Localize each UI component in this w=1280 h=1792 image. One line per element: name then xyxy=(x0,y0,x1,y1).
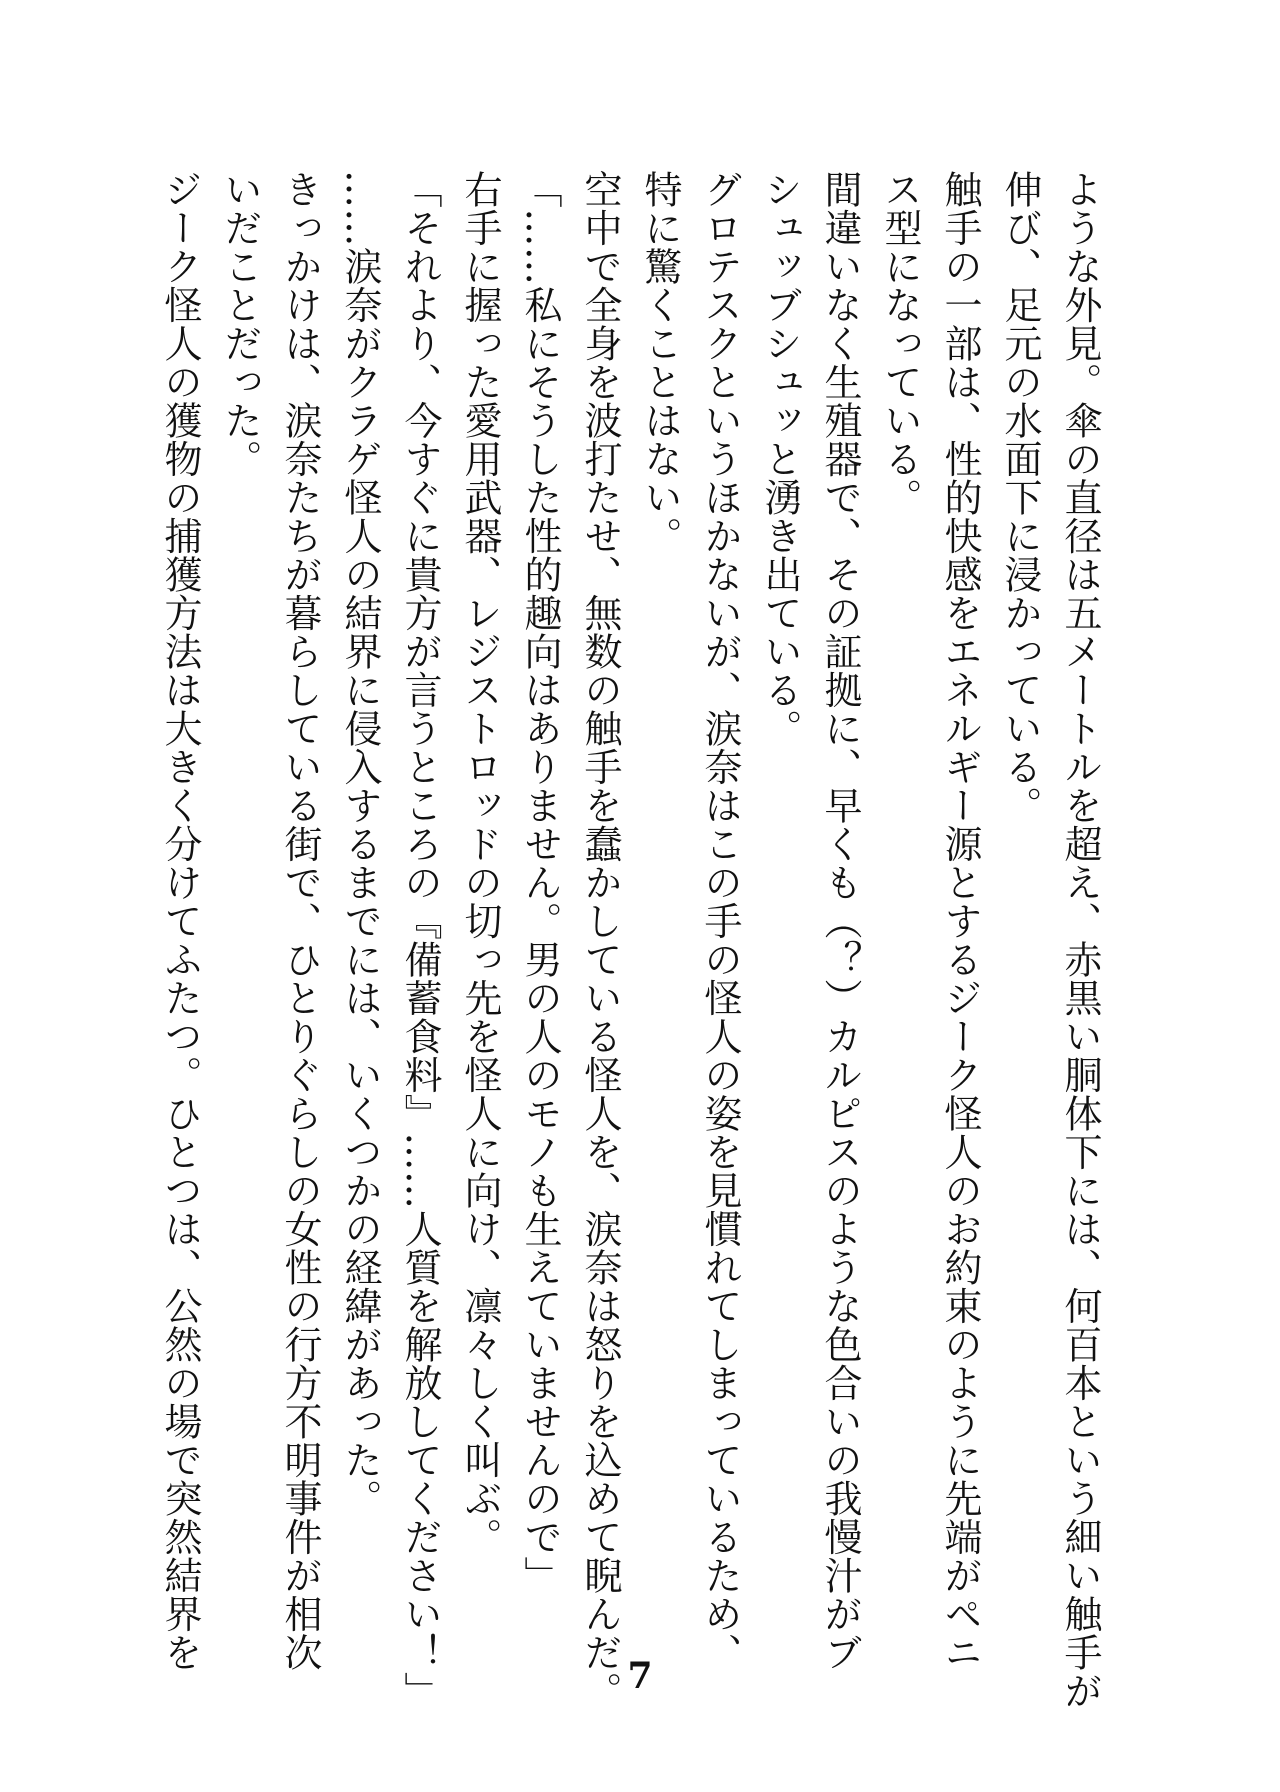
text-line: シュッブシュッと湧き出ている。 xyxy=(758,170,802,748)
text-line: 右手に握った愛用武器、レジストロッドの切っ先を怪人に向け、凛々しく叫ぶ。 xyxy=(458,170,502,1556)
text-line: ジーク怪人の獲物の捕獲方法は大きく分けてふたつ。ひとつは、公然の場で突然結界を xyxy=(158,170,202,1672)
text-line: 空中で全身を波打たせ、無数の触手を蠢かしている怪人を、涙奈は怒りを込めて睨んだ。 xyxy=(578,170,622,1710)
text-line: 特に驚くことはない。 xyxy=(638,170,682,555)
text-line: いだことだった。 xyxy=(218,170,262,478)
text-line: ス型になっている。 xyxy=(878,170,922,517)
text-line: グロテスクというほかないが、涙奈はこの手の怪人の姿を見慣れてしまっているため、 xyxy=(698,170,742,1672)
text-line: 「それより、今すぐに貴方が言うところの『備蓄食料』……人質を解放してください！」 xyxy=(398,170,442,1710)
text-line: きっかけは、涙奈たちが暮らしている街で、ひとりぐらしの女性の行方不明事件が相次 xyxy=(278,170,322,1672)
text-line: 「……私にそうした性的趣向はありません。男の人のモノも生えていませんので」 xyxy=(518,170,562,1595)
text-line: 伸び、足元の水面下に浸かっている。 xyxy=(998,170,1042,825)
page-number: 7 xyxy=(627,1655,653,1697)
text-line: ……涙奈がクラゲ怪人の結界に侵入するまでには、いくつかの経緯があった。 xyxy=(338,170,382,1518)
text-line: ような外見。傘の直径は五メートルを超え、赤黒い胴体下には、何百本という細い触手が xyxy=(1058,170,1102,1710)
text-line: 間違いなく生殖器で、その証拠に、早くも（？）カルピスのような色合いの我慢汁がブ xyxy=(818,170,862,1672)
text-line: 触手の一部は、性的快感をエネルギー源とするジーク怪人のお約束のように先端がペニ xyxy=(938,170,982,1672)
body-text xyxy=(150,170,1110,1710)
